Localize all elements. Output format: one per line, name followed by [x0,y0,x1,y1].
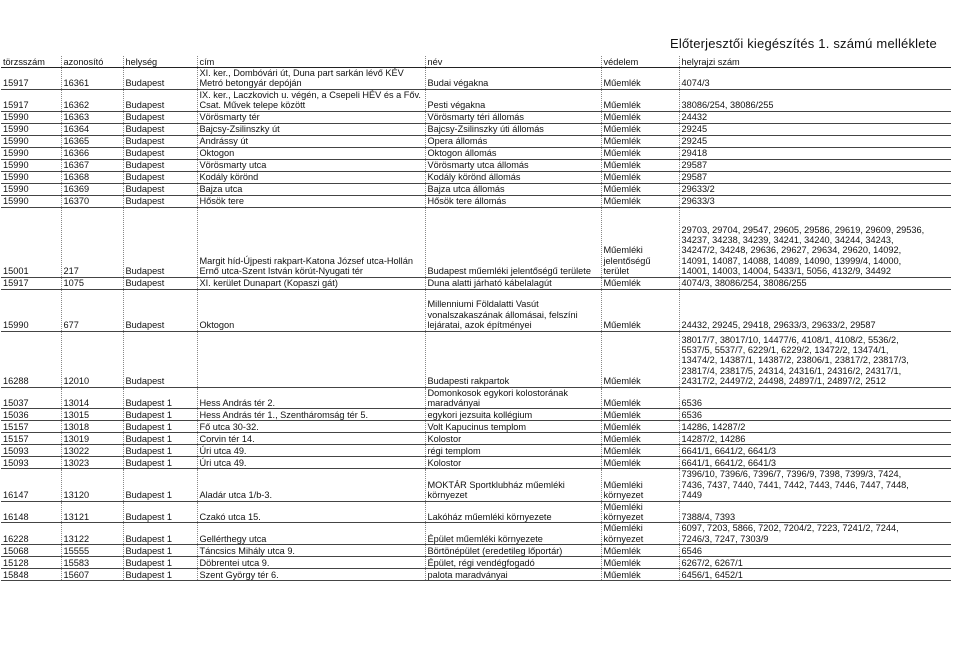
torzsszam-cell: 15128 [1,557,61,569]
table-row [1,171,951,183]
helyseg-cell: Budapest [123,89,197,111]
azonosito-cell: 217 [61,207,123,277]
vedelem-cell: Műemlék [601,123,679,135]
annex-title: Előterjesztői kiegészítés 1. számú melléklete [670,36,937,51]
helyrajzi-szam-cell: 14286, 14287/2 [679,421,951,433]
nev-cell: palota maradványai [425,569,601,581]
helyseg-cell: Budapest [123,111,197,123]
nev-cell: Kodály körönd állomás [425,171,601,183]
azonosito-cell: 13122 [61,523,123,545]
azonosito-cell: 13014 [61,387,123,409]
cim-cell: Szent György tér 6. [197,569,425,581]
helyrajzi-szam-cell: 7396/10, 7396/6, 7396/7, 7396/9, 7398, 7399/3, 7424, 7436, 7437, 7440, 7441, 7442, 7443, 7446, 7447, 7448, 7449 [679,469,951,501]
column-header-vedelem: védelem [601,56,679,68]
helyrajzi-szam-cell: 6097, 7203, 5866, 7202, 7204/2, 7223, 7241/2, 7244, 7246/3, 7247, 7303/9 [679,523,951,545]
table-row [1,445,951,457]
azonosito-cell: 15607 [61,569,123,581]
table-row [1,409,951,421]
helyseg-cell: Budapest 1 [123,545,197,557]
column-header-helyrajzi-szam: helyrajzi szám [679,56,951,68]
nev-cell: Börtönépület (eredetileg lőportár) [425,545,601,557]
azonosito-cell: 15583 [61,557,123,569]
vedelem-cell: Műemlék [601,89,679,111]
helyseg-cell: Budapest 1 [123,523,197,545]
table-row [1,569,951,581]
nev-cell: Duna alatti járható kábelalagút [425,277,601,289]
azonosito-cell: 13018 [61,421,123,433]
vedelem-cell: Műemlék [601,289,679,331]
nev-cell: Opera állomás [425,135,601,147]
nev-cell: Bajza utca állomás [425,183,601,195]
table-row [1,207,951,277]
nev-cell: Budapesti rakpartok [425,331,601,387]
azonosito-cell: 16367 [61,159,123,171]
cim-cell: Hősök tere [197,195,425,207]
helyseg-cell: Budapest [123,195,197,207]
azonosito-cell: 16364 [61,123,123,135]
vedelem-cell: Műemlék [601,68,679,90]
table-row [1,195,951,207]
helyrajzi-szam-cell: 6536 [679,387,951,409]
cim-cell: Gellérthegy utca [197,523,425,545]
table-body [1,68,951,581]
vedelem-cell: Műemlék [601,331,679,387]
column-header-azonosito: azonosító [61,56,123,68]
azonosito-cell: 16366 [61,147,123,159]
vedelem-cell: Műemlék [601,569,679,581]
nev-cell: Kolostor [425,457,601,469]
nev-cell: Volt Kapucinus templom [425,421,601,433]
vedelem-cell: Műemlék [601,557,679,569]
torzsszam-cell: 16147 [1,469,61,501]
cim-cell: XI. kerület Dunapart (Kopaszi gát) [197,277,425,289]
table-row [1,501,951,523]
table-row [1,433,951,445]
azonosito-cell: 13120 [61,469,123,501]
helyseg-cell: Budapest [123,207,197,277]
helyrajzi-szam-cell: 14287/2, 14286 [679,433,951,445]
helyseg-cell: Budapest 1 [123,433,197,445]
table-row [1,557,951,569]
table-row [1,331,951,387]
helyseg-cell: Budapest [123,123,197,135]
nev-cell: Budapest műemléki jelentőségű területe [425,207,601,277]
table-row [1,111,951,123]
nev-cell: MOKTÁR Sportklubház műemléki környezet [425,469,601,501]
helyrajzi-szam-cell: 6546 [679,545,951,557]
torzsszam-cell: 15990 [1,195,61,207]
vedelem-cell: Műemléki környezet [601,523,679,545]
cim-cell: Kodály körönd [197,171,425,183]
table-row [1,277,951,289]
azonosito-cell: 16369 [61,183,123,195]
cim-cell: Oktogon [197,147,425,159]
cim-cell: Döbrentei utca 9. [197,557,425,569]
helyrajzi-szam-cell: 29587 [679,159,951,171]
vedelem-cell: Műemléki jelentőségű terület [601,207,679,277]
torzsszam-cell: 15990 [1,159,61,171]
vedelem-cell: Műemlék [601,433,679,445]
torzsszam-cell: 15990 [1,147,61,159]
vedelem-cell: Műemléki környezet [601,469,679,501]
torzsszam-cell: 16148 [1,501,61,523]
nev-cell: Lakóház műemléki környezete [425,501,601,523]
vedelem-cell: Műemlék [601,445,679,457]
cim-cell: Úri utca 49. [197,445,425,457]
helyseg-cell: Budapest [123,331,197,387]
helyrajzi-szam-cell: 38086/254, 38086/255 [679,89,951,111]
table-row [1,147,951,159]
torzsszam-cell: 16288 [1,331,61,387]
vedelem-cell: Műemlék [601,159,679,171]
table-row [1,469,951,501]
helyseg-cell: Budapest 1 [123,445,197,457]
helyrajzi-szam-cell: 7388/4, 7393 [679,501,951,523]
azonosito-cell: 13121 [61,501,123,523]
helyseg-cell: Budapest 1 [123,421,197,433]
nev-cell: Pesti végakna [425,89,601,111]
nev-cell: Budai végakna [425,68,601,90]
azonosito-cell: 13015 [61,409,123,421]
helyseg-cell: Budapest 1 [123,501,197,523]
torzsszam-cell: 15093 [1,445,61,457]
torzsszam-cell: 15157 [1,433,61,445]
helyseg-cell: Budapest [123,159,197,171]
torzsszam-cell: 15990 [1,171,61,183]
helyrajzi-szam-cell: 4074/3 [679,68,951,90]
torzsszam-cell: 15917 [1,68,61,90]
table-row [1,89,951,111]
table-row [1,523,951,545]
helyseg-cell: Budapest [123,68,197,90]
torzsszam-cell: 15917 [1,89,61,111]
cim-cell: IX. ker., Laczkovich u. végén, a Csepeli HÉV és a Főv. Csat. Művek telepe között [197,89,425,111]
torzsszam-cell: 15037 [1,387,61,409]
cim-cell: Fő utca 30-32. [197,421,425,433]
helyrajzi-szam-cell: 29633/3 [679,195,951,207]
helyrajzi-szam-cell: 4074/3, 38086/254, 38086/255 [679,277,951,289]
azonosito-cell: 16361 [61,68,123,90]
vedelem-cell: Műemlék [601,545,679,557]
cim-cell: Táncsics Mihály utca 9. [197,545,425,557]
helyseg-cell: Budapest [123,147,197,159]
cim-cell: Czakó utca 15. [197,501,425,523]
torzsszam-cell: 15093 [1,457,61,469]
azonosito-cell: 16363 [61,111,123,123]
cim-cell: Corvin tér 14. [197,433,425,445]
vedelem-cell: Műemlék [601,457,679,469]
torzsszam-cell: 15990 [1,111,61,123]
helyrajzi-szam-cell: 29633/2 [679,183,951,195]
nev-cell: egykori jezsuita kollégium [425,409,601,421]
column-header-nev: név [425,56,601,68]
helyrajzi-szam-cell: 29418 [679,147,951,159]
table-row [1,135,951,147]
helyseg-cell: Budapest [123,183,197,195]
helyrajzi-szam-cell: 6456/1, 6452/1 [679,569,951,581]
cim-cell: Bajcsy-Zsilinszky út [197,123,425,135]
nev-cell: Vörösmarty utca állomás [425,159,601,171]
torzsszam-cell: 15848 [1,569,61,581]
azonosito-cell: 16368 [61,171,123,183]
torzsszam-cell: 15990 [1,123,61,135]
cim-cell: Oktogon [197,289,425,331]
helyrajzi-szam-cell: 29587 [679,171,951,183]
torzsszam-cell: 15990 [1,289,61,331]
helyseg-cell: Budapest 1 [123,557,197,569]
cim-cell [197,331,425,387]
table-row [1,159,951,171]
helyrajzi-szam-cell: 29703, 29704, 29547, 29605, 29586, 29619, 29609, 29536, 34237, 34238, 34239, 34241, 34240, 34244, 34243, 34247/2, 34248, 29636, 29627, 29634, 29620, 14092, 14091, 14087, 14088, 14089, 14090, 13999/4, 14000, 14001, 14003, 14004, 5433/1, 5056, 4132/9, 34492 [679,207,951,277]
helyseg-cell: Budapest [123,289,197,331]
helyrajzi-szam-cell: 6641/1, 6641/2, 6641/3 [679,445,951,457]
helyseg-cell: Budapest 1 [123,569,197,581]
table-row [1,183,951,195]
azonosito-cell: 13023 [61,457,123,469]
vedelem-cell: Műemlék [601,277,679,289]
azonosito-cell: 16370 [61,195,123,207]
helyrajzi-szam-cell: 24432 [679,111,951,123]
helyrajzi-szam-cell: 29245 [679,123,951,135]
nev-cell: Vörösmarty téri állomás [425,111,601,123]
nev-cell: Millenniumi Földalatti Vasút vonalszakaszának állomásai, felszíni lejáratai, azok építményei [425,289,601,331]
nev-cell: Épület, régi vendégfogadó [425,557,601,569]
vedelem-cell: Műemlék [601,195,679,207]
vedelem-cell: Műemlék [601,421,679,433]
helyrajzi-szam-cell: 24432, 29245, 29418, 29633/3, 29633/2, 29587 [679,289,951,331]
cim-cell: Bajza utca [197,183,425,195]
torzsszam-cell: 15990 [1,183,61,195]
helyrajzi-szam-cell: 6536 [679,409,951,421]
vedelem-cell: Műemlék [601,135,679,147]
helyrajzi-szam-cell: 29245 [679,135,951,147]
vedelem-cell: Műemléki környezet [601,501,679,523]
nev-cell: Hősök tere állomás [425,195,601,207]
table-row [1,421,951,433]
torzsszam-cell: 15036 [1,409,61,421]
azonosito-cell: 1075 [61,277,123,289]
vedelem-cell: Műemlék [601,111,679,123]
heritage-register-table [1,56,951,581]
helyseg-cell: Budapest 1 [123,469,197,501]
cim-cell: Andrássy út [197,135,425,147]
azonosito-cell: 13022 [61,445,123,457]
torzsszam-cell: 15990 [1,135,61,147]
torzsszam-cell: 15157 [1,421,61,433]
table-row [1,68,951,90]
helyrajzi-szam-cell: 38017/7, 38017/10, 14477/6, 4108/1, 4108/2, 5536/2, 5537/5, 5537/7, 6229/1, 6229/2, 13472/2, 13474/1, 13474/2, 14387/1, 14387/2, 23806/1, 23817/2, 23817/3, 23817/4, 23817/5, 24314, 24316/1, 24316/2, 24317/1, 24317/2, 24497/2, 24498, 24897/1, 24897/2, 2512 [679,331,951,387]
table-row [1,123,951,135]
helyseg-cell: Budapest [123,135,197,147]
nev-cell: Épület műemléki környezete [425,523,601,545]
helyseg-cell: Budapest 1 [123,387,197,409]
azonosito-cell: 16365 [61,135,123,147]
table-row [1,289,951,331]
cim-cell: Aladár utca 1/b-3. [197,469,425,501]
table-header-row [1,56,951,68]
torzsszam-cell: 15001 [1,207,61,277]
column-header-torzsszam: törzsszám [1,56,61,68]
torzsszam-cell: 15068 [1,545,61,557]
table-row [1,545,951,557]
nev-cell: Oktogon állomás [425,147,601,159]
vedelem-cell: Műemlék [601,409,679,421]
cim-cell: Margit híd-Újpesti rakpart-Katona József utca-Hollán Ernő utca-Szent István körút-Nyugati tér [197,207,425,277]
azonosito-cell: 16362 [61,89,123,111]
cim-cell: Hess András tér 2. [197,387,425,409]
nev-cell: Domonkosok egykori kolostorának maradványai [425,387,601,409]
nev-cell: régi templom [425,445,601,457]
helyseg-cell: Budapest 1 [123,409,197,421]
torzsszam-cell: 15917 [1,277,61,289]
vedelem-cell: Műemlék [601,147,679,159]
azonosito-cell: 15555 [61,545,123,557]
nev-cell: Bajcsy-Zsilinszky úti állomás [425,123,601,135]
torzsszam-cell: 16228 [1,523,61,545]
cim-cell: Hess András tér 1., Szentháromság tér 5. [197,409,425,421]
table-row [1,387,951,409]
nev-cell: Kolostor [425,433,601,445]
table-row [1,457,951,469]
cim-cell: XI. ker., Dombóvári út, Duna part sarkán lévő KÉV Metró betongyár depóján [197,68,425,90]
cim-cell: Úri utca 49. [197,457,425,469]
column-header-helyseg: helység [123,56,197,68]
vedelem-cell: Műemlék [601,171,679,183]
helyseg-cell: Budapest 1 [123,457,197,469]
helyrajzi-szam-cell: 6267/2, 6267/1 [679,557,951,569]
vedelem-cell: Műemlék [601,387,679,409]
column-header-cim: cím [197,56,425,68]
vedelem-cell: Műemlék [601,183,679,195]
azonosito-cell: 12010 [61,331,123,387]
azonosito-cell: 677 [61,289,123,331]
azonosito-cell: 13019 [61,433,123,445]
helyseg-cell: Budapest [123,171,197,183]
cim-cell: Vörösmarty tér [197,111,425,123]
helyseg-cell: Budapest [123,277,197,289]
cim-cell: Vörösmarty utca [197,159,425,171]
helyrajzi-szam-cell: 6641/1, 6641/2, 6641/3 [679,457,951,469]
